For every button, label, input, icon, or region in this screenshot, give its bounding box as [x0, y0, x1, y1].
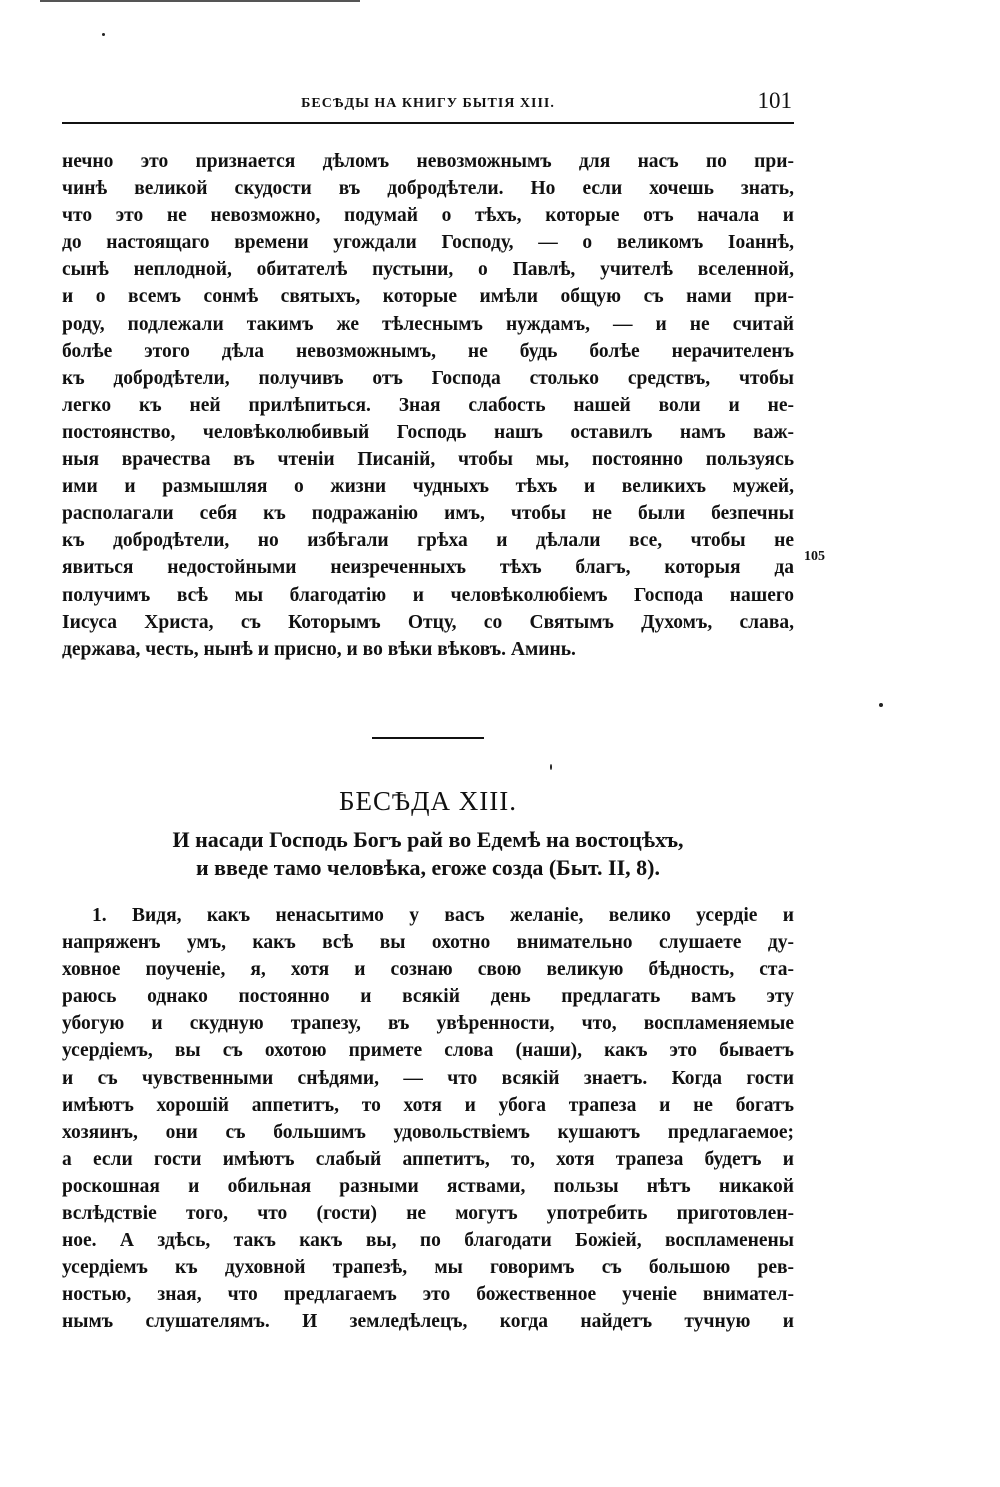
text-line: роду, подлежали такимъ же тѣлеснымъ нуждамъ, — и не считай: [62, 313, 794, 335]
sermon-opening-paragraph: [62, 902, 794, 1336]
text-line: ное. А здѣсь, такъ какъ вы, по благодати Божіей, воспламенены: [62, 1230, 794, 1252]
text-line: убогую и скудную трапезу, въ увѣренности, что, воспламеняемые: [62, 1013, 794, 1035]
text-line: чинѣ великой скудости въ добродѣтели. Но если хочешь знать,: [62, 178, 794, 200]
text-line: держава, честь, нынѣ и присно, и во вѣки вѣковъ. Аминь.: [62, 638, 576, 660]
epigraph-line: И насади Господь Богъ рай во Едемѣ на востоцѣхъ,: [172, 827, 684, 852]
text-line: ховное поученіе, я, хотя и сознаю свою великую бѣдность, ста-: [62, 959, 794, 981]
text-line: вслѣдствіе того, что (гости) не могутъ употребить приготовлен-: [62, 1203, 794, 1225]
text-line: къ добродѣтели, получивъ отъ Господа столько средствъ, чтобы: [62, 367, 794, 389]
page-header: [62, 88, 794, 124]
text-line: напряженъ умъ, какъ всѣ вы охотно внимательно слушаете ду-: [62, 932, 794, 954]
running-head: БЕСѢДЫ НА КНИГУ БЫТІЯ XIII.: [301, 96, 555, 111]
scan-speck: [550, 764, 552, 770]
text-line: усердіемъ къ духовной трапезѣ, мы говоримъ съ большою рев-: [62, 1257, 794, 1279]
text-line: 1. Видя, какъ ненасытимо у васъ желаніе, велико усердіе и: [92, 905, 794, 926]
text-line: нечно это признается дѣломъ невозможнымъ для насъ по при-: [62, 151, 794, 172]
text-line: усердіемъ, вы съ охотою примете слова (наши), какъ это бываетъ: [62, 1040, 794, 1062]
previous-sermon-ending: [62, 148, 794, 663]
text-line: ныя врачества въ чтеніи Писаній, чтобы мы, постоянно пользуясь: [62, 449, 794, 471]
page-number: 101: [757, 88, 792, 113]
epigraph: [62, 826, 794, 882]
margin-number: 105: [804, 549, 825, 564]
text-line: постоянство, человѣколюбивый Господь нашъ оставилъ намъ важ-: [62, 421, 794, 443]
text-line: до настоящаго времени угождали Господу, — о великомъ Іоаннѣ,: [62, 232, 794, 254]
text-line: располагали себя къ подражанію имъ, чтобы не были безпечны: [62, 503, 794, 525]
section-title: БЕСѢДА XIII.: [338, 786, 517, 816]
epigraph-line: и введе тамо человѣка, егоже созда (Быт. II, 8).: [195, 855, 661, 880]
section-separator: [372, 737, 484, 739]
scan-speck: [879, 703, 883, 707]
text-line: хозяинъ, они съ большимъ удовольствіемъ кушаютъ предлагаемое;: [62, 1121, 794, 1143]
text-line: роскошная и обильная разными яствами, пользы нѣтъ никакой: [62, 1175, 794, 1197]
text-line: раюсь однако постоянно и всякій день предлагать вамъ эту: [62, 986, 794, 1008]
text-line: имѣютъ хорошій аппетитъ, то хотя и убога трапеза и не богатъ: [62, 1094, 794, 1116]
text-line: нымъ слушателямъ. И земледѣлецъ, когда найдетъ тучную и: [62, 1311, 794, 1333]
scan-speck: [102, 33, 105, 36]
text-line: къ добродѣтели, но избѣгали грѣха и дѣлали все, чтобы не: [62, 530, 794, 552]
text-line: ностью, зная, что предлагаемъ это божественное ученіе внимател-: [62, 1284, 794, 1306]
text-line: явиться недостойными неизреченныхъ тѣхъ благъ, которыя да: [62, 557, 794, 579]
text-line: и съ чувственными снѣдями, — что всякій знаетъ. Когда гости: [62, 1067, 794, 1089]
text-line: Іисуса Христа, съ Которымъ Отцу, со Святымъ Духомъ, слава,: [62, 611, 794, 633]
scan-edge-line: [40, 0, 360, 2]
text-line: сынѣ неплодной, обитателѣ пустыни, о Павлѣ, учителѣ вселенной,: [62, 259, 794, 281]
text-line: болѣе этого дѣла невозможнымъ, не будь болѣе нерачителенъ: [62, 340, 794, 362]
text-line: что это не невозможно, подумай о тѣхъ, которые отъ начала и: [62, 205, 794, 227]
text-line: а если гости имѣютъ слабый аппетитъ, то, хотя трапеза будетъ и: [62, 1148, 794, 1170]
text-line: и о всемъ сонмѣ святыхъ, которые имѣли общую съ нами при-: [62, 286, 794, 308]
text-line: ими и размышляя о жизни чудныхъ тѣхъ и великихъ мужей,: [62, 476, 794, 498]
text-line: получимъ всѣ мы благодатію и человѣколюбіемъ Господа нашего: [62, 584, 794, 606]
text-line: легко къ ней прилѣпиться. Зная слабость нашей воли и не-: [62, 394, 794, 416]
